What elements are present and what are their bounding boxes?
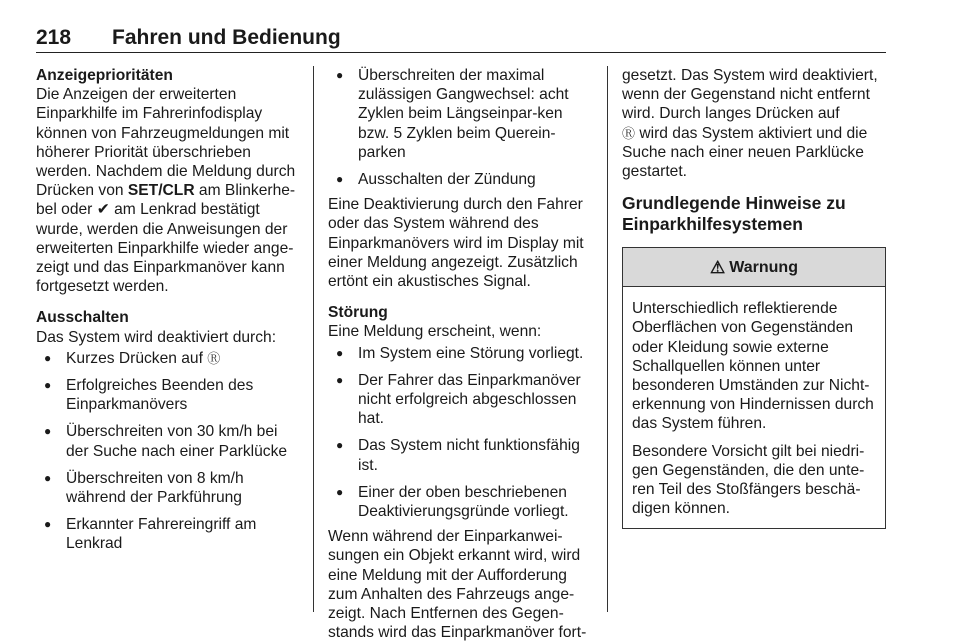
column-2 [328, 66, 592, 642]
warning-paragraph: Unterschiedlich reflektierende Oberflächen von Gegenständen oder Kleidung sowie externe Schallquellen können unter besonderen Umständen zur Nicht-erkennung von Hindernissen durch das System führen. [632, 300, 874, 433]
column-1 [36, 66, 298, 554]
paragraph-switch-off: Das System wird deaktiviert durch: [36, 328, 277, 346]
paragraph-fault: Eine Meldung erscheint, wenn: [328, 323, 542, 341]
section-title: Fahren und Bedienung [112, 26, 341, 49]
warning-box [622, 247, 886, 529]
paragraph-display-priorities: Die Anzeigen der erweiterten Einparkhilfe im Fahrerinfodisplay können von Fahrzeugmeldungen mit höherer Priorität überschrieben werden. Nachdem die Meldung durch Drücken von SET/CLR am Blinkerhe-bel oder ✔ am Lenkrad bestätigt wurde, werden die Anweisungen der erweiterten Einparkhilfe wieder ange-zeigt und das Einparkmanöver kann fortgesetzt werden. [36, 86, 296, 296]
heading-fault: Störung [328, 304, 388, 322]
deactivation-list [36, 349, 298, 554]
fault-list [328, 344, 592, 522]
list-item: ● Ausschalten der Zündung [328, 170, 592, 189]
warning-body [623, 287, 885, 528]
list-item: ● Überschreiten von 30 km/h bei der Suche nach einer Parklücke [36, 422, 298, 460]
heading-switch-off: Ausschalten [36, 309, 129, 327]
list-item: ● Das System nicht funktionsfähig ist. [328, 436, 592, 474]
column-divider-1 [313, 66, 314, 612]
heading-display-priorities: Anzeigeprioritäten [36, 67, 173, 84]
deactivation-list-continued [328, 66, 592, 189]
set-clr-label: SET/CLR [127, 182, 195, 200]
list-item: ● Kurzes Drücken auf Ⓡ [36, 349, 298, 368]
paragraph-deactivation-message: Eine Deaktivierung durch den Fahrer oder das System während des Einparkmanövers wird im Display mit einer Meldung angezeigt. Zusätzlich ertönt ein akustisches Signal. [328, 196, 584, 291]
list-item: ● Überschreiten der maximal zulässigen Gangwechsel: acht Zyklen beim Längseinpar-ken bzw. 5 Zyklen beim Querein-parken [328, 66, 592, 162]
warning-header [623, 248, 885, 287]
warning-title: Warnung [729, 258, 798, 276]
list-item: ● Im System eine Störung vorliegt. [328, 344, 592, 363]
list-item: ● Einer der oben beschriebenen Deaktivierungsgründe vorliegt. [328, 483, 592, 521]
heading-basic-notes: Grundlegende Hinweise zu Einparkhilfesystemen [622, 193, 846, 235]
column-divider-2 [607, 66, 608, 612]
list-item: ● Der Fahrer das Einparkmanöver nicht erfolgreich abgeschlossen hat. [328, 371, 592, 429]
list-item: ● Erkannter Fahrereingriff am Lenkrad [36, 515, 298, 553]
parking-assist-icon: Ⓡ [622, 125, 636, 141]
checkmark-icon: ✔ [96, 201, 110, 219]
paragraph-continued: gesetzt. Das System wird deaktiviert, wenn der Gegenstand nicht entfernt wird. Durch langes Drücken auf Ⓡ wird das System aktiviert und die Suche nach einer neuen Parklücke gestartet. [622, 67, 878, 181]
list-item: ● Erfolgreiches Beenden des Einparkmanövers [36, 376, 298, 414]
list-item: ● Überschreiten von 8 km/h während der Parkführung [36, 469, 298, 507]
page-header [36, 26, 886, 53]
column-3 [622, 66, 886, 529]
parking-assist-icon: Ⓡ [207, 350, 221, 366]
page-number: 218 [36, 26, 72, 49]
warning-triangle-icon: ⚠ [710, 257, 726, 277]
warning-paragraph: Besondere Vorsicht gilt bei niedri-gen Gegenständen, die den unte-ren Teil des Stoßfängers beschä-digen können. [632, 442, 865, 518]
paragraph-object-detected: Wenn während der Einparkanwei-sungen ein Objekt erkannt wird, wird eine Meldung mit der Aufforderung zum Anhalten des Fahrzeugs ange-zeigt. Nach Entfernen des Gegen-stands wird das Einparkmanöver fort- [328, 528, 587, 642]
